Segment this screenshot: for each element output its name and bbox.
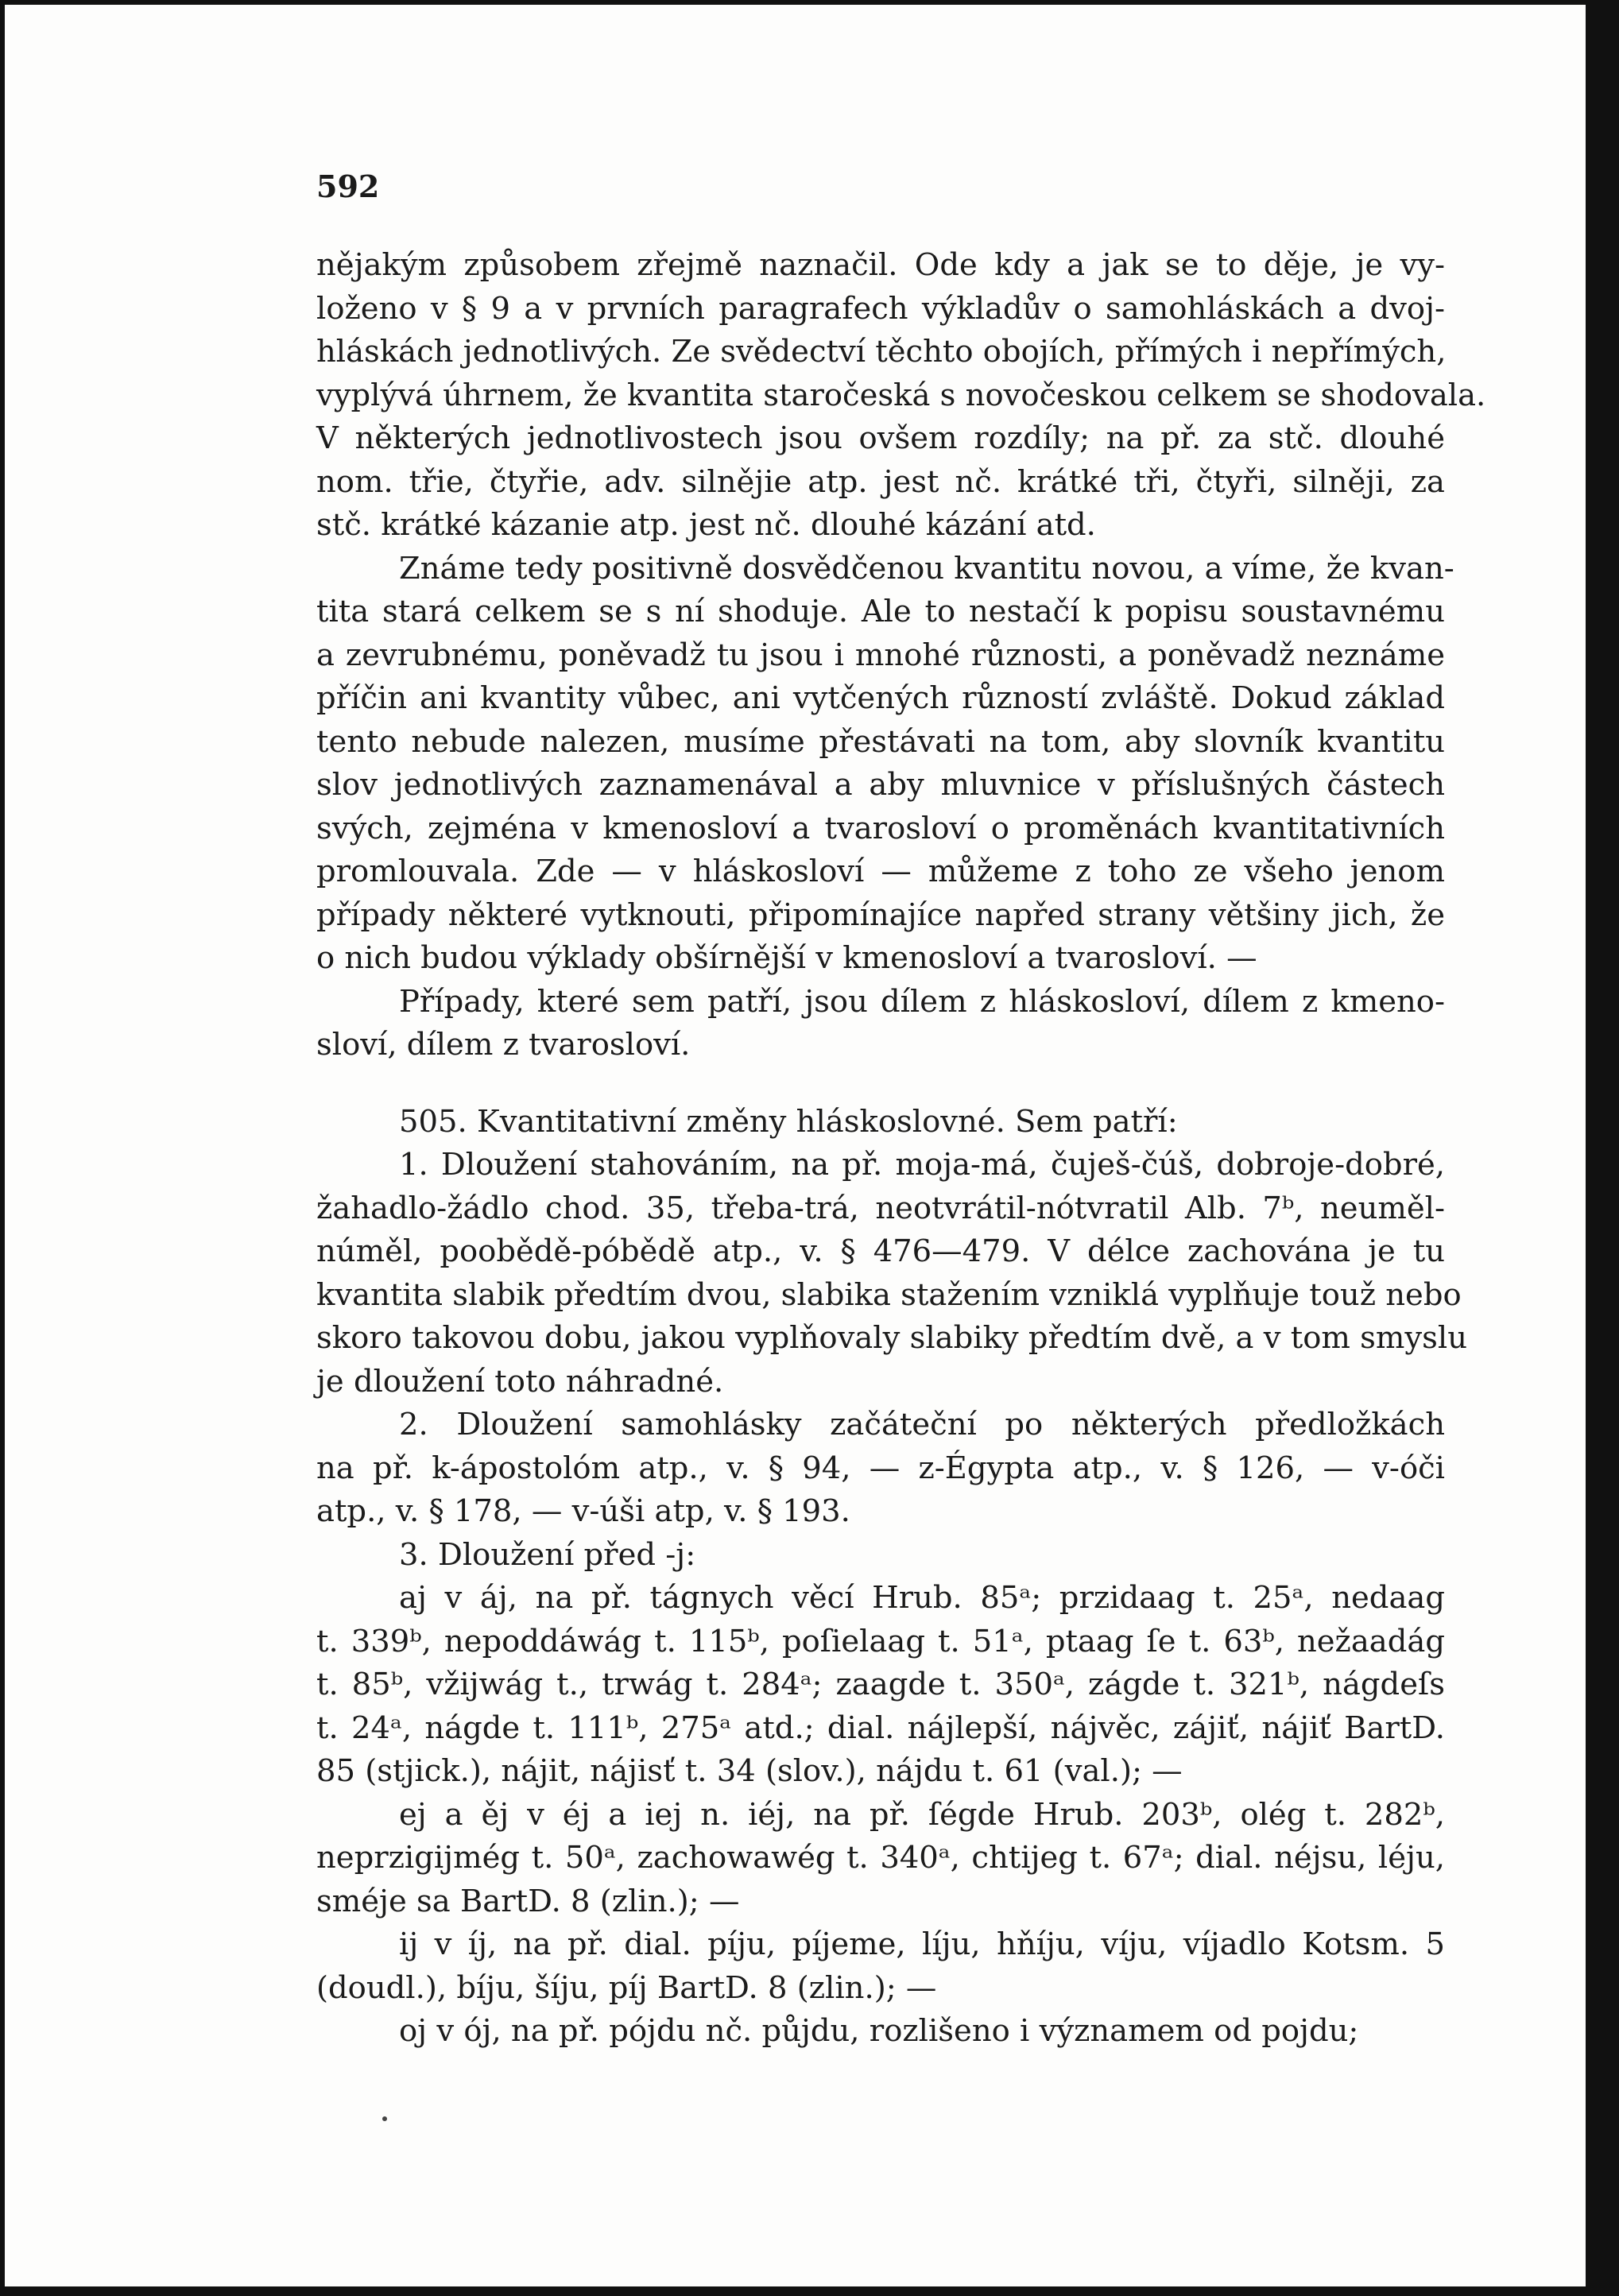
text-line: 3. Dloužení před -j:: [399, 1536, 696, 1573]
paragraph: [316, 2010, 1445, 2054]
text-line: 505. Kvantitativní změny hláskoslovné. Sem patří:: [399, 1103, 1178, 1140]
text-line: je dloužení toto náhradné.: [316, 1363, 724, 1400]
text-line: o nich budou výklady obšírnější v kmenosloví a tvarosloví. —: [316, 940, 1257, 976]
text-line: oj v ój, na př. pójdu nč. půjdu, rozlišeno i významem od pojdu;: [399, 2013, 1359, 2049]
text-line: nom. třie, čtyřie, adv. silnějie atp. jest nč. krátké tři, čtyři, silněji, za: [316, 463, 1445, 500]
text-line: sméje sa BartD. 8 (zlin.); —: [316, 1883, 740, 1919]
text-line: žahadlo-žádlo chod. 35, třeba-trá, neotvrátil-nótvratil Alb. 7ᵇ, neuměl-: [316, 1190, 1445, 1226]
text-line: atp., v. § 178, — v-úši atp, v. § 193.: [316, 1493, 850, 1529]
section-heading-paragraph: [316, 1101, 1445, 1144]
text-line: promlouvala. Zde — v hláskosloví — můžeme z toho ze všeho jenom: [316, 854, 1445, 889]
text-line: t. 24ᵃ, nágde t. 111ᵇ, 275ᵃ atd.; dial. nájlepší, nájvěc, zájiť, nájiť BartD.: [316, 1709, 1445, 1746]
paragraph: [316, 548, 1454, 981]
paragraph: [316, 981, 1445, 1067]
text-line: na př. k-ápostolóm atp., v. § 94, — z-Égypta atp., v. § 126, — v-óči: [316, 1450, 1445, 1486]
text-line: slov jednotlivých zaznamenával a aby mluvnice v příslušných částech: [316, 767, 1445, 803]
text-line: stč. krátké kázanie atp. jest nč. dlouhé kázání atd.: [316, 507, 1096, 543]
text-line: kvantita slabik předtím dvou, slabika stažením vzniklá vyplňuje touž nebo: [316, 1276, 1462, 1313]
text-line: vyplývá úhrnem, že kvantita staročeská s novočeskou celkem se shodovala.: [316, 377, 1486, 413]
text-line: 1. Dloužení stahováním, na př. moja-má, čuješ-čúš, dobroje-dobré,: [399, 1147, 1445, 1183]
paragraph: [316, 1794, 1445, 1924]
text-line: ej a ěj v éj a iej n. iéj, na př. ſégde Hrub. 203ᵇ, olég t. 282ᵇ,: [399, 1796, 1445, 1833]
paragraph: [316, 1404, 1445, 1534]
section-gap: [316, 1067, 1445, 1101]
text-line: svých, zejména v kmenosloví a tvarosloví o proměnách kvantitativních: [316, 810, 1445, 846]
text-line: případy některé vytknouti, připomínajíce napřed strany většiny jich, že: [316, 896, 1445, 933]
book-page: [316, 168, 1486, 2054]
text-line: loženo v § 9 a v prvních paragrafech výkladův o samohláskách a dvoj-: [316, 290, 1445, 327]
paragraph: [316, 1577, 1445, 1794]
text-line: tento nebude nalezen, musíme přestávati na tom, aby slovník kvantitu: [316, 723, 1445, 760]
text-line: t. 85ᵇ, vžijwág t., trwág t. 284ᵃ; zaagde t. 350ᵃ, zágde t. 321ᵇ, nágdeſs: [316, 1667, 1445, 1702]
page-number: 592: [316, 168, 380, 204]
text-line: 85 (stjick.), nájit, nájisť t. 34 (slov.), nájdu t. 61 (val.); —: [316, 1753, 1183, 1789]
text-line: nějakým způsobem zřejmě naznačil. Ode kdy a jak se to děje, je vy-: [316, 247, 1445, 283]
text-line: neprzigijmég t. 50ᵃ, zachowawég t. 340ᵃ, chtijeg t. 67ᵃ; dial. néjsu, léju,: [316, 1840, 1445, 1876]
text-line: a zevrubnému, poněvadž tu jsou i mnohé různosti, a poněvadž neznáme: [316, 637, 1445, 673]
text-line: Známe tedy positivně dosvědčenou kvantitu novou, a víme, že kvan-: [399, 550, 1454, 587]
text-line: t. 339ᵇ, nepoddáwág t. 115ᵇ, poſielaag t. 51ᵃ, ptaag ſe t. 63ᵇ, nežaadág: [316, 1623, 1445, 1659]
text-line: skoro takovou dobu, jakou vyplňovaly slabiky předtím dvě, a v tom smyslu: [316, 1320, 1468, 1356]
text-line: tita stará celkem se s ní shoduje. Ale to nestačí k popisu soustavnému: [316, 594, 1445, 629]
paragraph: [316, 244, 1486, 548]
text-line: příčin ani kvantity vůbec, ani vytčených růzností zvláště. Dokud základ: [316, 680, 1445, 716]
text-line: ij v íj, na př. dial. píju, píjeme, líju, hňíju, víju, víjadlo Kotsm. 5: [399, 1926, 1445, 1962]
paragraph: [316, 1923, 1445, 2010]
text-line: 2. Dloužení samohlásky začáteční po některých předložkách: [399, 1407, 1445, 1442]
text-line: sloví, dílem z tvarosloví.: [316, 1027, 691, 1063]
text-line: núměl, poobědě-póbědě atp., v. § 476—479. V délce zachována je tu: [316, 1233, 1445, 1269]
text-line: aj v áj, na př. tágnych věcí Hrub. 85ᵃ; przidaag t. 25ᵃ, nedaag: [399, 1580, 1445, 1616]
margin-dot: [382, 2116, 387, 2121]
text-line: Případy, které sem patří, jsou dílem z hláskosloví, dílem z kmeno-: [399, 983, 1445, 1020]
text-line: (doudl.), bíju, šíju, píj BartD. 8 (zlin.); —: [316, 1969, 937, 2006]
paragraph: [316, 1144, 1468, 1404]
page-body: [316, 244, 1486, 2054]
paragraph: [316, 1534, 1445, 1578]
text-line: hláskách jednotlivých. Ze svědectví těchto obojích, přímých i nepřímých,: [316, 334, 1447, 370]
text-line: V některých jednotlivostech jsou ovšem rozdíly; na př. za stč. dlouhé: [316, 420, 1445, 456]
